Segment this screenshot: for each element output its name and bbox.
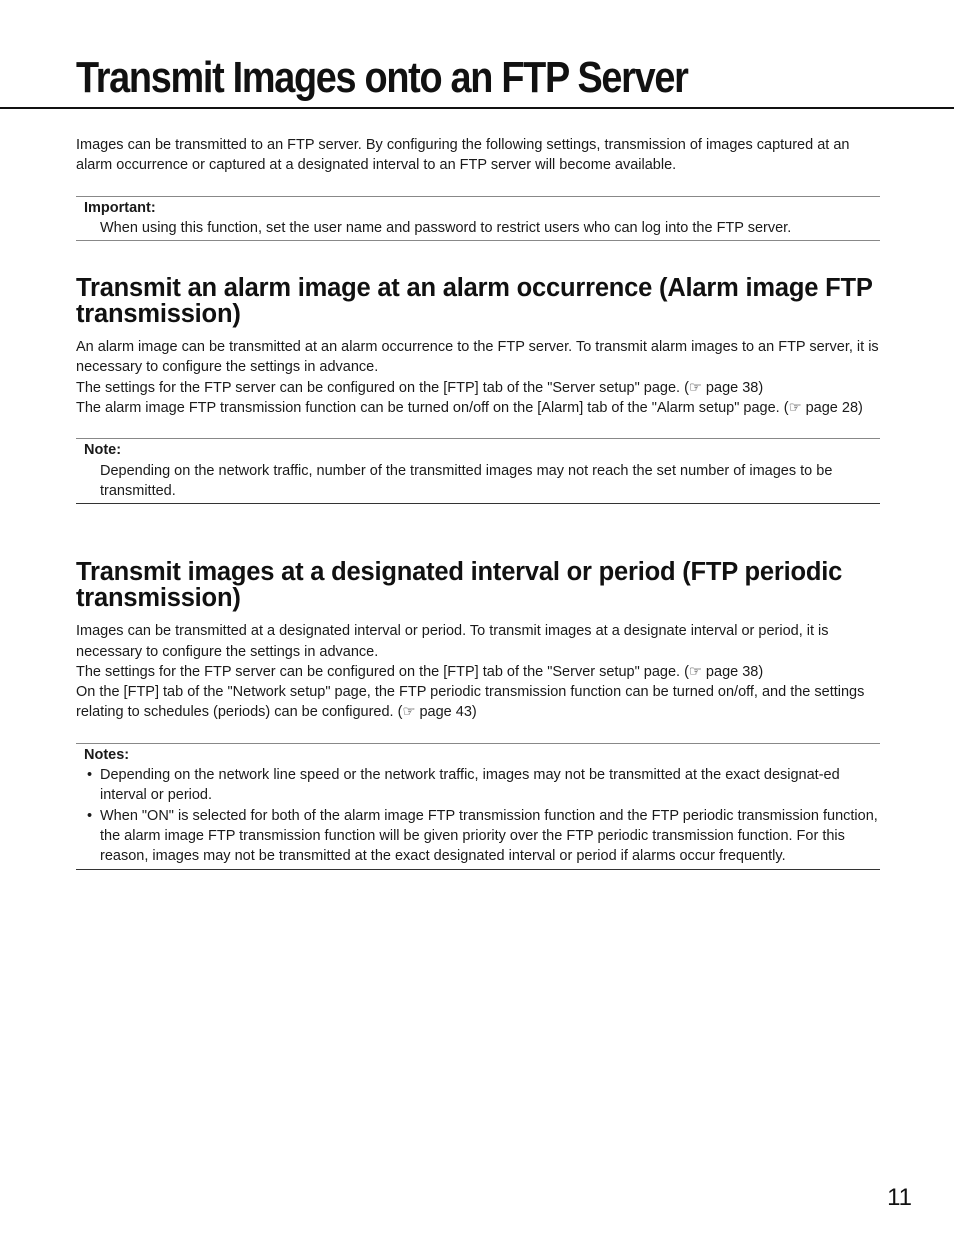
note-item-text: Depending on the network line speed or the network traffic, images may not be transmitted at the exact designat-ed interval or period. bbox=[100, 767, 840, 804]
page-number: 11 bbox=[887, 1184, 912, 1211]
page-reference-link[interactable]: (☞ page 38) bbox=[684, 663, 764, 680]
list-item bbox=[87, 806, 880, 867]
periodic-ftp-paragraph-3 bbox=[76, 682, 880, 723]
page-reference-link[interactable]: (☞ page 43) bbox=[397, 704, 477, 721]
alarm-ftp-paragraph-3 bbox=[76, 398, 880, 418]
bullet-icon: • bbox=[87, 767, 93, 784]
note-box bbox=[76, 438, 880, 504]
list-item bbox=[87, 765, 880, 806]
section-body-alarm-ftp bbox=[76, 337, 880, 418]
bullet-icon: • bbox=[87, 807, 93, 824]
notes-label: Notes: bbox=[84, 746, 130, 763]
alarm-ftp-paragraph-2 bbox=[76, 378, 880, 398]
periodic-ftp-paragraph-2-text: The settings for the FTP server can be configured on the [FTP] tab of the "Server setup" page. bbox=[76, 663, 681, 680]
periodic-ftp-paragraph-3-text: On the [FTP] tab of the "Network setup" page, the FTP periodic transmission function can be turned on/off, and the settings relating to schedules (periods) can be configured. bbox=[76, 684, 865, 721]
alarm-ftp-paragraph-2-text: The settings for the FTP server can be configured on the [FTP] tab of the "Server setup" page. bbox=[76, 379, 681, 396]
page-title: Transmit Images onto an FTP Server bbox=[76, 53, 688, 102]
important-box bbox=[76, 196, 880, 242]
page-reference-link[interactable]: (☞ page 38) bbox=[684, 379, 764, 396]
alarm-ftp-paragraph-3-text: The alarm image FTP transmission function can be turned on/off on the [Alarm] tab of the "Alarm setup" page. bbox=[76, 400, 780, 417]
section-heading-periodic-ftp: Transmit images at a designated interval or period (FTP periodic transmission) bbox=[76, 558, 843, 613]
periodic-ftp-paragraph-1: Images can be transmitted at a designated interval or period. To transmit images at a designate interval or period, it is necessary to configure the settings in advance. bbox=[76, 623, 829, 660]
intro-paragraph: Images can be transmitted to an FTP server. By configuring the following settings, transmission of images captured at an alarm occurrence or captured at a designated interval to an FTP server will become available. bbox=[76, 137, 850, 174]
note-text: Depending on the network traffic, number of the transmitted images may not reach the set number of images to be transmitted. bbox=[100, 462, 833, 499]
page-content bbox=[76, 135, 880, 870]
notes-list bbox=[76, 765, 880, 866]
section-heading-alarm-ftp: Transmit an alarm image at an alarm occurrence (Alarm image FTP transmission) bbox=[76, 274, 873, 329]
important-label: Important: bbox=[84, 199, 156, 216]
title-rule bbox=[0, 107, 954, 109]
note-item-text: When "ON" is selected for both of the alarm image FTP transmission function and the FTP periodic transmission function, the alarm image FTP transmission function will be given priority over the FTP periodic transmission function. For this reason, images may not be transmitted at the exact designated interval or period if alarms occur frequently. bbox=[100, 807, 878, 865]
note-label: Note: bbox=[84, 442, 122, 459]
periodic-ftp-paragraph-2 bbox=[76, 662, 880, 682]
notes-box bbox=[76, 743, 880, 870]
page-reference-link[interactable]: (☞ page 28) bbox=[783, 400, 863, 417]
alarm-ftp-paragraph-1: An alarm image can be transmitted at an alarm occurrence to the FTP server. To transmit alarm images to an FTP server, it is necessary to configure the settings in advance. bbox=[76, 339, 879, 376]
important-text: When using this function, set the user name and password to restrict users who can log into the FTP server. bbox=[100, 219, 792, 236]
section-body-periodic-ftp bbox=[76, 621, 880, 722]
